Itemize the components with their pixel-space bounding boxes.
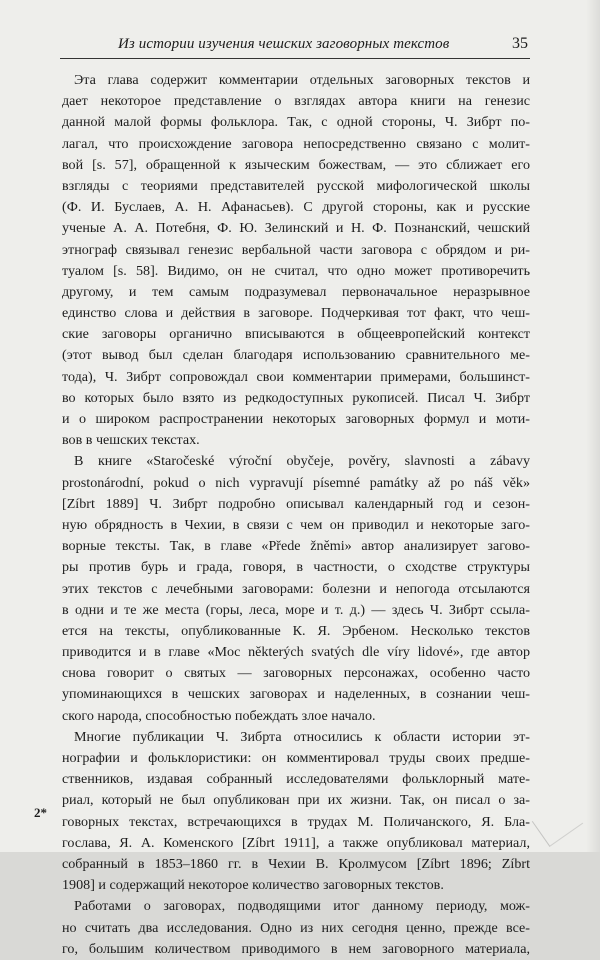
text-line: ную обрядность в Чехии, в связи с чем он приводил и некоторые заго- bbox=[62, 516, 530, 533]
body-text bbox=[62, 70, 530, 960]
text-line: Эта глава содержит комментарии отдельных заговорных текстов и bbox=[74, 72, 530, 88]
text-line: собранный в 1853–1860 гг. в Чехии В. Кролмусом [Zíbrt 1896; Zíbrt bbox=[62, 855, 530, 872]
text-line: в одни и те же места (горы, леса, море и т. д.) — здесь Ч. Зибрт ссыла- bbox=[62, 601, 530, 618]
text-line: снова говорит о святых — заговорных персонажах, особенно часто bbox=[62, 665, 530, 682]
text-line: prostonárodní, pokud o nich vypravují písemné památky až po náš věk» bbox=[62, 474, 530, 491]
text-line: Многие публикации Ч. Зибрта относились к области истории эт- bbox=[74, 728, 530, 745]
text-line: взгляды с теориями представителей русской мифологической школы bbox=[62, 177, 530, 194]
page-number: 35 bbox=[512, 35, 528, 52]
corner-crease bbox=[532, 798, 583, 847]
text-line: ры против бурь и града, говоря, в частности, о сходстве структуры bbox=[62, 559, 530, 576]
text-line: тода), Ч. Зибрт сопровождал свои комментарии примерами, большинст- bbox=[62, 368, 530, 385]
text-line: этих текстов с лечебными заговорами: болезни и непогода отсылаются bbox=[62, 580, 530, 597]
signature-mark: 2* bbox=[34, 805, 47, 820]
text-line: во которых было взято из редкодоступных рукописей. Писал Ч. Зибрт bbox=[62, 389, 530, 406]
scan-edge-shadow bbox=[586, 0, 600, 852]
text-line: ственников, издавая собранный исследователями фольклорный мате- bbox=[62, 771, 530, 788]
text-line: единство слова и действия в заговоре. Подчеркивая тот факт, что чеш- bbox=[62, 305, 530, 322]
text-line: лагал, что происхождение заговора непосредственно связано с молит- bbox=[62, 135, 530, 152]
text-line: и о широком распространении некоторых заговорных формул и моти- bbox=[62, 411, 530, 427]
text-line: ворные тексты. Так, в главе «Přede žněmi» автор анализирует загово- bbox=[62, 538, 530, 555]
text-line: 1908] и содержащий некоторое количество заговорных текстов. bbox=[62, 877, 444, 894]
text-line: другому, и тем самым подразумевал первоначальное неразрывное bbox=[62, 283, 530, 300]
text-line: ские заговоры органично вписываются в общеевропейский контекст bbox=[62, 326, 530, 343]
text-line: этнограф связывал генезис вербальной части заговора с обрядом и ри- bbox=[62, 241, 530, 258]
text-line: ского народа, способностью побеждать злое начало. bbox=[62, 707, 376, 724]
text-line: риал, который не был опубликован при их жизни. Так, он писал о за- bbox=[62, 792, 530, 809]
running-title: Из истории изучения чешских заговорных текстов bbox=[118, 36, 450, 52]
text-line: ученые А. А. Потебня, Ф. Ю. Зелинский и Н. Ф. Познанский, чешский bbox=[62, 220, 530, 237]
text-line: (этот вывод был сделан благодаря использованию сравнительного ме- bbox=[62, 347, 530, 364]
text-line: вой [s. 57], обращенной к языческим божествам, — это сближает его bbox=[62, 156, 530, 173]
text-line: упоминающихся в чешских заговорах и наделенных, в сознании чеш- bbox=[62, 686, 530, 703]
text-line: ется на тексты, опубликованные К. Я. Эрбеном. Несколько текстов bbox=[62, 622, 530, 639]
text-line: [Zíbrt 1889] Ч. Зибрт подробно описывал календарный год и сезон- bbox=[62, 495, 530, 512]
text-line: го, большим количеством приводимого в нем заговорного материала, bbox=[62, 940, 530, 957]
page-header bbox=[60, 34, 540, 56]
text-line: говорных текстах, встречающихся в трудах М. Поличанского, Я. Бла- bbox=[62, 813, 530, 830]
text-line: вов в чешских текстах. bbox=[62, 432, 200, 449]
text-line: дает некоторое представление о взглядах автора книги на генезис bbox=[62, 93, 530, 110]
text-line: туалом [s. 58]. Видимо, он не считал, что одно может противоречить bbox=[62, 262, 530, 279]
header-rule bbox=[60, 58, 530, 59]
text-line: (Ф. И. Буслаев, А. Н. Афанасьев). С другой стороны, как и русские bbox=[62, 199, 530, 216]
text-line: В книге «Staročeské výroční obyčeje, pověry, slavnosti a zábavy bbox=[74, 453, 530, 470]
text-line: гослава, Я. А. Коменского [Zíbrt 1911], а также опубликовал материал, bbox=[62, 834, 530, 851]
text-line: нографии и фольклористики: он комментировал труды своих предше- bbox=[62, 750, 530, 766]
text-line: приводится и в главе «Moc některých svatých dle víry lidové», где автор bbox=[62, 644, 530, 661]
text-line: данной малой формы фольклора. Так, с одной стороны, Ч. Зибрт по- bbox=[62, 114, 530, 131]
text-line: но считать два исследования. Одно из них сегодня ценно, прежде все- bbox=[62, 919, 530, 936]
text-line: Работами о заговорах, подводящими итог данному периоду, мож- bbox=[74, 898, 530, 915]
